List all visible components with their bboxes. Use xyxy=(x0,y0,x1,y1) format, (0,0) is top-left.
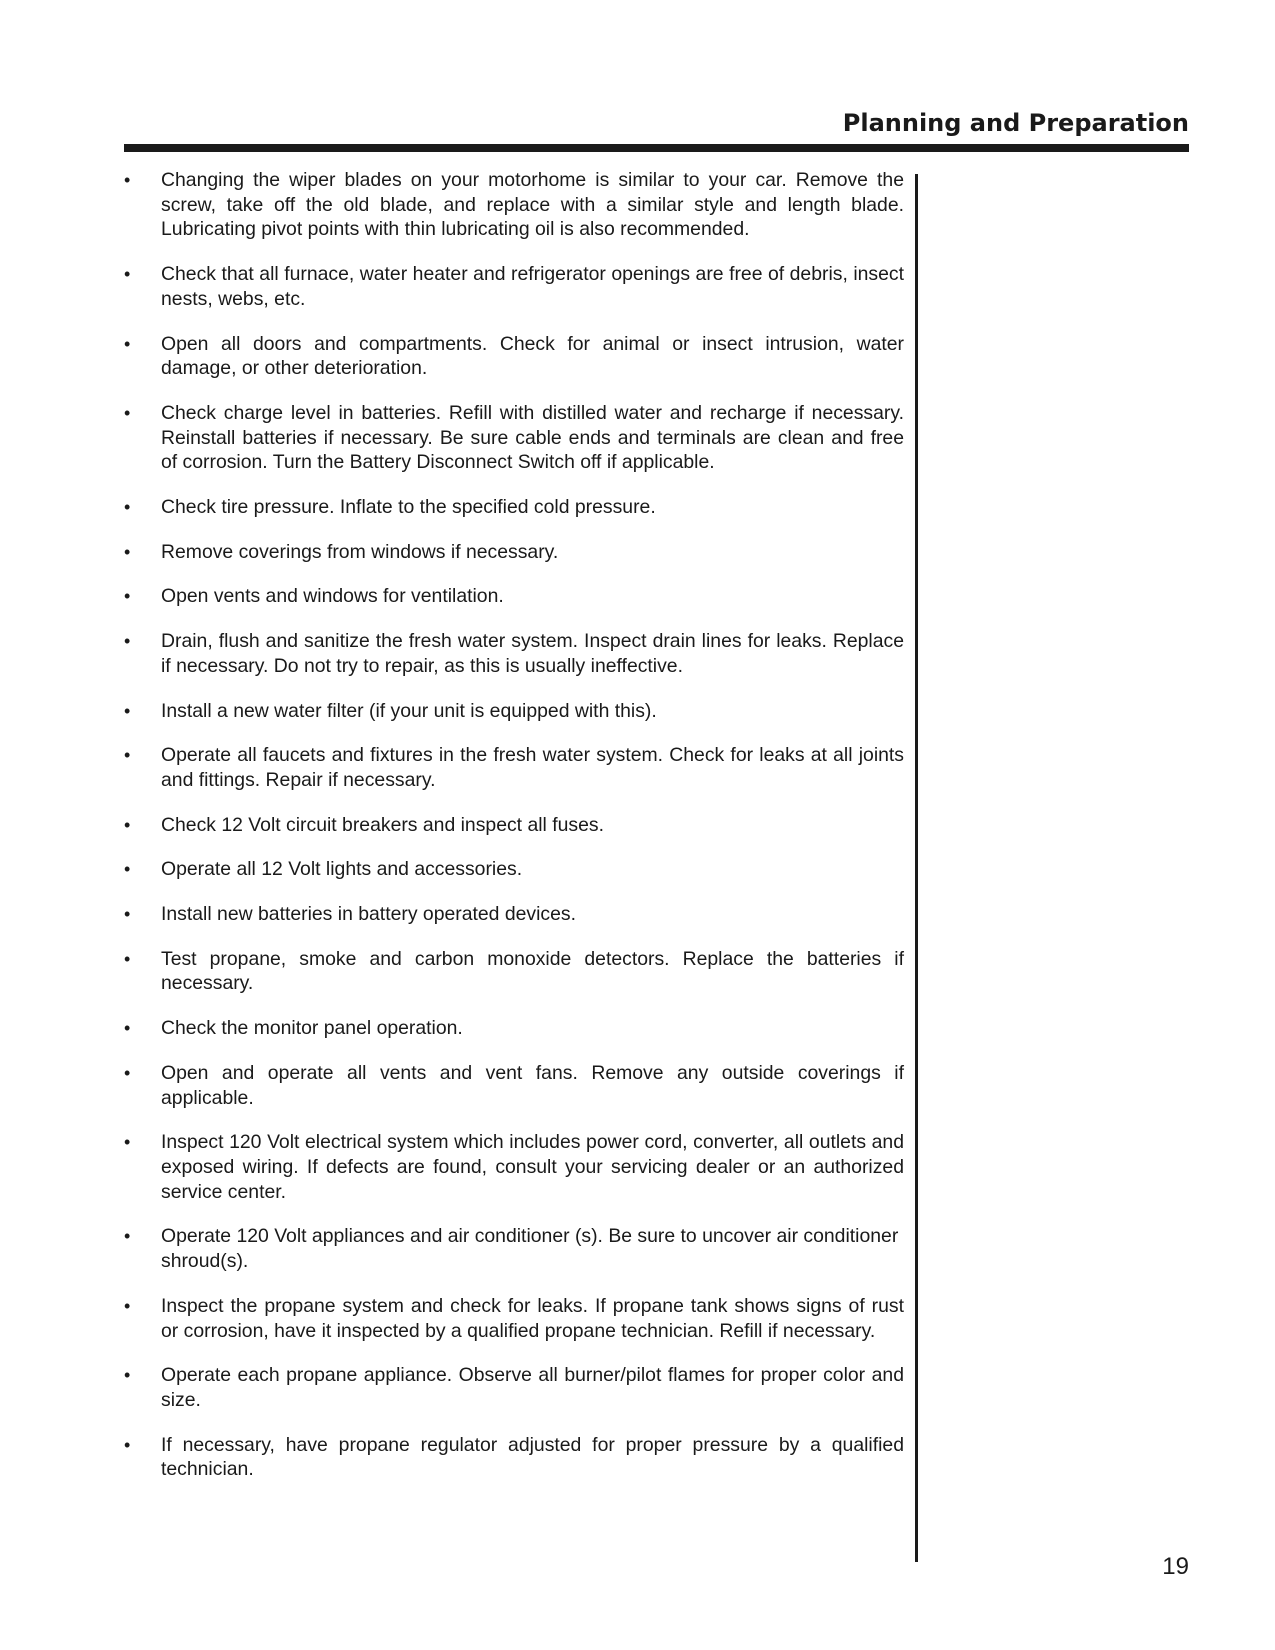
bullet-icon: • xyxy=(124,631,131,652)
list-item xyxy=(124,743,904,792)
list-item xyxy=(124,1061,904,1110)
bullet-icon: • xyxy=(124,859,131,880)
list-item xyxy=(124,1294,904,1343)
bullet-icon: • xyxy=(124,170,131,190)
list-item xyxy=(124,1363,904,1412)
list-item-text: Inspect the propane system and check for leaks. If propane tank shows signs of rust or corrosion, have it inspected by a qualified propane technician. Refill if necessary. xyxy=(161,1294,904,1342)
bullet-icon: • xyxy=(124,904,131,925)
list-item-text: Operate 120 Volt appliances and air conditioner (s). Be sure to uncover air conditioner shroud(s). xyxy=(161,1225,899,1273)
list-item-text: Remove coverings from windows if necessary. xyxy=(161,540,559,563)
bullet-icon: • xyxy=(124,1434,131,1455)
bullet-icon: • xyxy=(124,541,131,562)
header-rule xyxy=(124,144,1189,152)
page-number: 19 xyxy=(1162,1553,1189,1580)
list-item-text: If necessary, have propane regulator adjusted for proper pressure by a qualified technician. xyxy=(161,1433,904,1481)
list-item-text: Check charge level in batteries. Refill with distilled water and recharge if necessary. Reinstall batteries if necessary. Be sure cable ends and terminals are clean and free of corrosion. Turn the Battery Disconnect Switch off if applicable. xyxy=(161,401,904,474)
list-item xyxy=(124,813,904,838)
bullet-icon: • xyxy=(124,1018,131,1039)
list-item xyxy=(124,1130,904,1204)
bullet-icon: • xyxy=(124,1365,131,1386)
list-item xyxy=(124,1224,904,1273)
bullet-icon: • xyxy=(124,264,131,285)
bullet-icon: • xyxy=(124,402,131,423)
list-item-text: Check that all furnace, water heater and refrigerator openings are free of debris, insect nests, webs, etc. xyxy=(161,263,904,310)
list-item xyxy=(124,584,904,609)
list-item xyxy=(124,332,904,381)
bullet-icon: • xyxy=(124,586,131,607)
list-item xyxy=(124,699,904,724)
list-item xyxy=(124,168,904,242)
list-item xyxy=(124,495,904,520)
bullet-icon: • xyxy=(124,700,131,721)
list-item-text: Check 12 Volt circuit breakers and inspect all fuses. xyxy=(161,813,604,836)
list-item-text: Open vents and windows for ventilation. xyxy=(161,585,504,608)
list-item-text: Operate all 12 Volt lights and accessories. xyxy=(161,858,523,881)
list-item xyxy=(124,1433,904,1482)
bullet-icon: • xyxy=(124,1226,131,1247)
page-header-title: Planning and Preparation xyxy=(842,109,1189,137)
bullet-icon: • xyxy=(124,745,131,766)
list-item xyxy=(124,857,904,882)
maintenance-checklist xyxy=(124,168,904,1502)
list-item-text: Operate each propane appliance. Observe all burner/pilot flames for proper color and size. xyxy=(161,1364,904,1411)
list-item xyxy=(124,902,904,927)
list-item-text: Install new batteries in battery operated devices. xyxy=(161,903,576,926)
list-item xyxy=(124,262,904,311)
bullet-icon: • xyxy=(124,333,131,354)
bullet-icon: • xyxy=(124,948,131,969)
list-item-text: Open all doors and compartments. Check for animal or insect intrusion, water damage, or other deterioration. xyxy=(161,332,904,380)
bullet-icon: • xyxy=(124,1062,131,1083)
list-item xyxy=(124,540,904,565)
list-item-text: Install a new water filter (if your unit is equipped with this). xyxy=(161,699,657,722)
list-item-text: Drain, flush and sanitize the fresh water system. Inspect drain lines for leaks. Replace if necessary. Do not try to repair, as this is usually ineffective. xyxy=(161,630,904,677)
list-item xyxy=(124,401,904,475)
list-item xyxy=(124,947,904,996)
list-item-text: Operate all faucets and fixtures in the fresh water system. Check for leaks at all joints and fittings. Repair if necessary. xyxy=(161,744,904,791)
bullet-icon: • xyxy=(124,497,131,518)
bullet-icon: • xyxy=(124,1132,131,1153)
bullet-icon: • xyxy=(124,1295,131,1316)
list-item-text: Check tire pressure. Inflate to the specified cold pressure. xyxy=(161,496,656,519)
list-item xyxy=(124,1016,904,1041)
list-item-text: Open and operate all vents and vent fans. Remove any outside coverings if applicable. xyxy=(161,1061,904,1109)
list-item xyxy=(124,629,904,678)
side-rule xyxy=(915,174,918,1562)
list-item-text: Check the monitor panel operation. xyxy=(161,1017,463,1040)
list-item-text: Inspect 120 Volt electrical system which includes power cord, converter, all outlets and exposed wiring. If defects are found, consult your servicing dealer or an authorized service center. xyxy=(161,1131,904,1203)
bullet-icon: • xyxy=(124,814,131,835)
list-item-text: Changing the wiper blades on your motorhome is similar to your car. Remove the screw, take off the old blade, and replace with a similar style and length blade. Lubricating pivot points with thin lubricating oil is also recommended. xyxy=(161,169,904,241)
list-item-text: Test propane, smoke and carbon monoxide detectors. Replace the batteries if necessary. xyxy=(161,947,904,995)
